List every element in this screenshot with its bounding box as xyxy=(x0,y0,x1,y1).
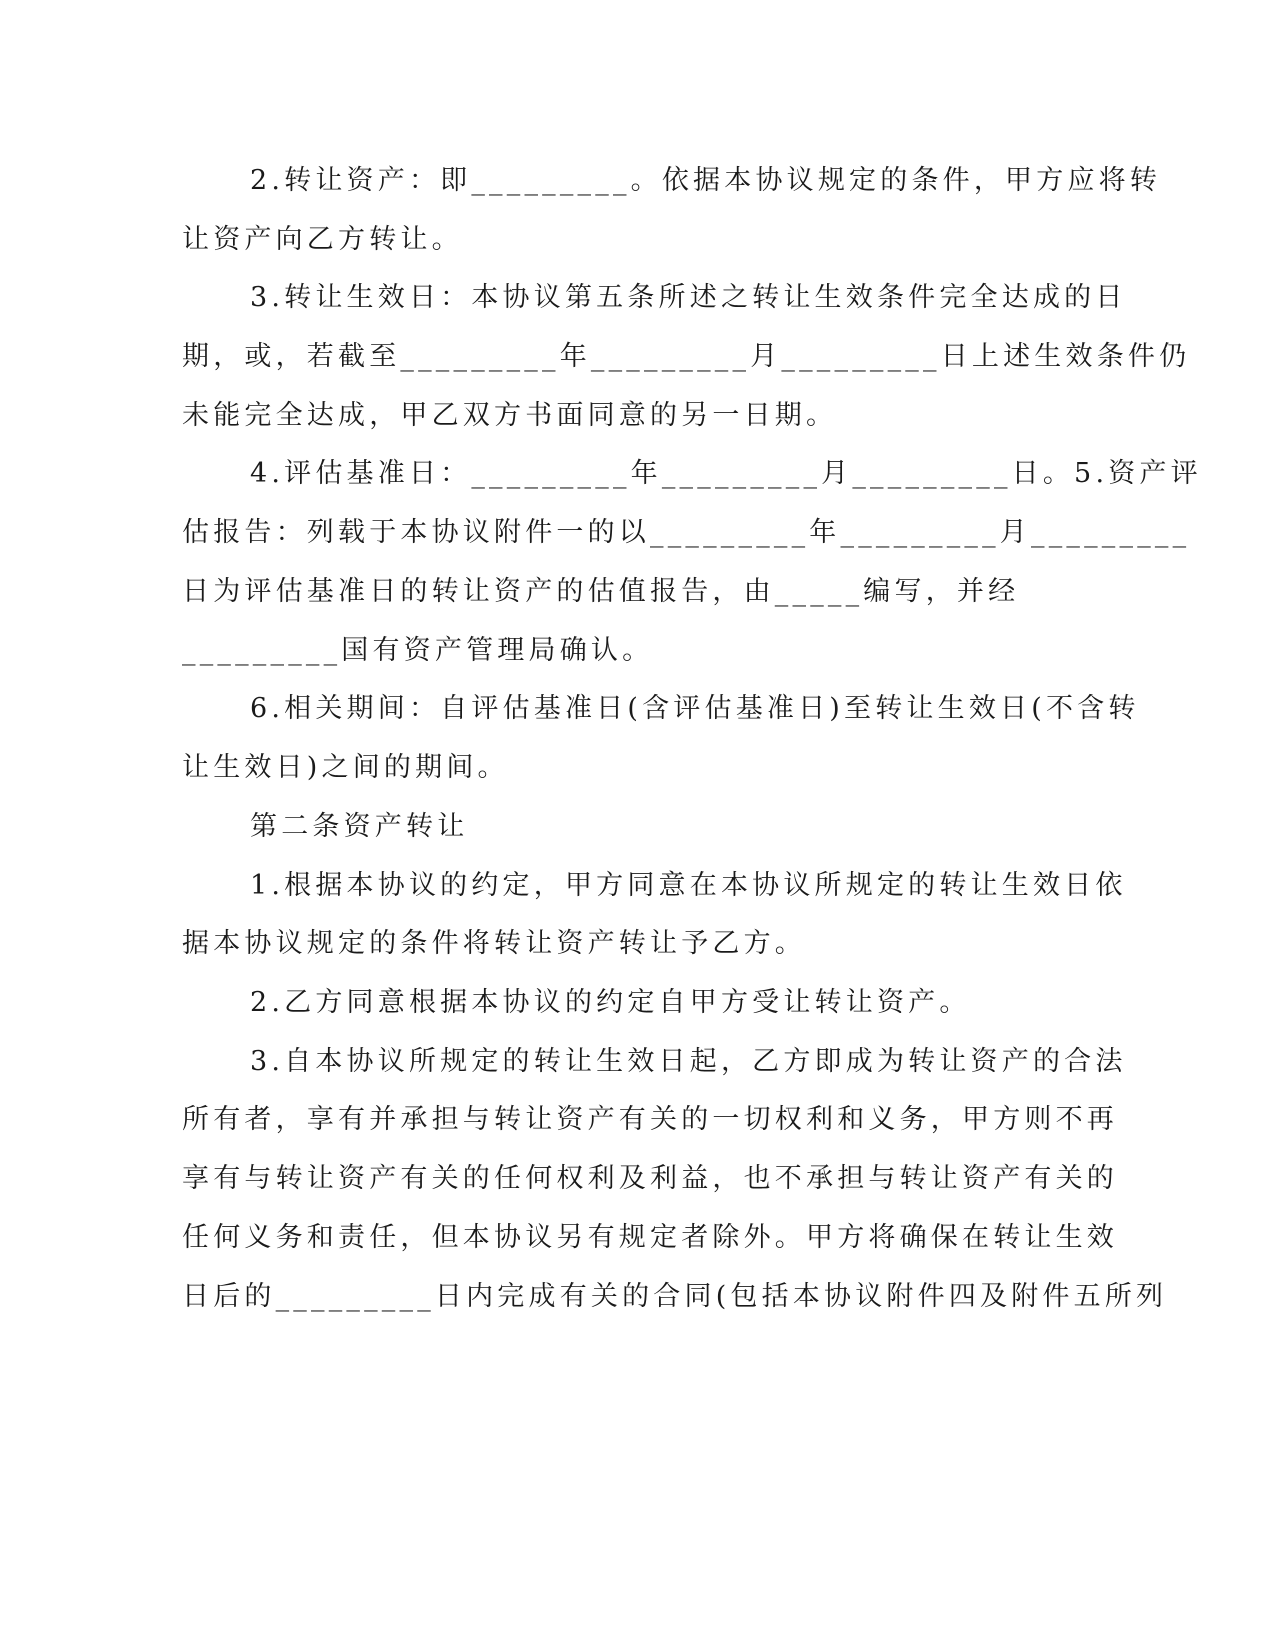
text-line: 3.自本协议所规定的转让生效日起，乙方即成为转让资产的合法 xyxy=(250,1046,1127,1077)
text-line: 所有者，享有并承担与转让资产有关的一切权利和义务，甲方则不再 xyxy=(182,1104,1118,1135)
text-line: 日后的_________日内完成有关的合同(包括本协议附件四及附件五所列 xyxy=(182,1281,1168,1312)
text-line: 1.根据本协议的约定，甲方同意在本协议所规定的转让生效日依 xyxy=(250,870,1127,901)
text-line: 6.相关期间：自评估基准日(含评估基准日)至转让生效日(不含转 xyxy=(250,693,1140,724)
text-line: 期，或，若截至_________年_________月_________日上述生效条件仍 xyxy=(182,341,1191,372)
text-line: _________国有资产管理局确认。 xyxy=(182,635,654,666)
text-line: 让生效日)之间的期间。 xyxy=(182,752,509,783)
text-line: 4.评估基准日：_________年_________月_________日。5.资产评 xyxy=(250,458,1202,489)
text-line: 日为评估基准日的转让资产的估值报告，由_____编写，并经 xyxy=(182,576,1020,607)
text-line: 任何义务和责任，但本协议另有规定者除外。甲方将确保在转让生效 xyxy=(182,1222,1118,1253)
text-line: 据本协议规定的条件将转让资产转让予乙方。 xyxy=(182,928,806,959)
text-line: 未能完全达成，甲乙双方书面同意的另一日期。 xyxy=(182,400,838,431)
text-line: 估报告：列载于本协议附件一的以_________年_________月_________ xyxy=(182,517,1191,548)
text-line: 让资产向乙方转让。 xyxy=(182,224,463,255)
text-line: 2.转让资产：即_________。依据本协议规定的条件，甲方应将转 xyxy=(250,165,1162,196)
text-line: 享有与转让资产有关的任何权利及利益，也不承担与转让资产有关的 xyxy=(182,1163,1118,1194)
text-line: 3.转让生效日：本协议第五条所述之转让生效条件完全达成的日 xyxy=(250,282,1127,313)
section-heading: 第二条资产转让 xyxy=(250,811,469,842)
text-line: 2.乙方同意根据本协议的约定自甲方受让转让资产。 xyxy=(250,987,971,1018)
